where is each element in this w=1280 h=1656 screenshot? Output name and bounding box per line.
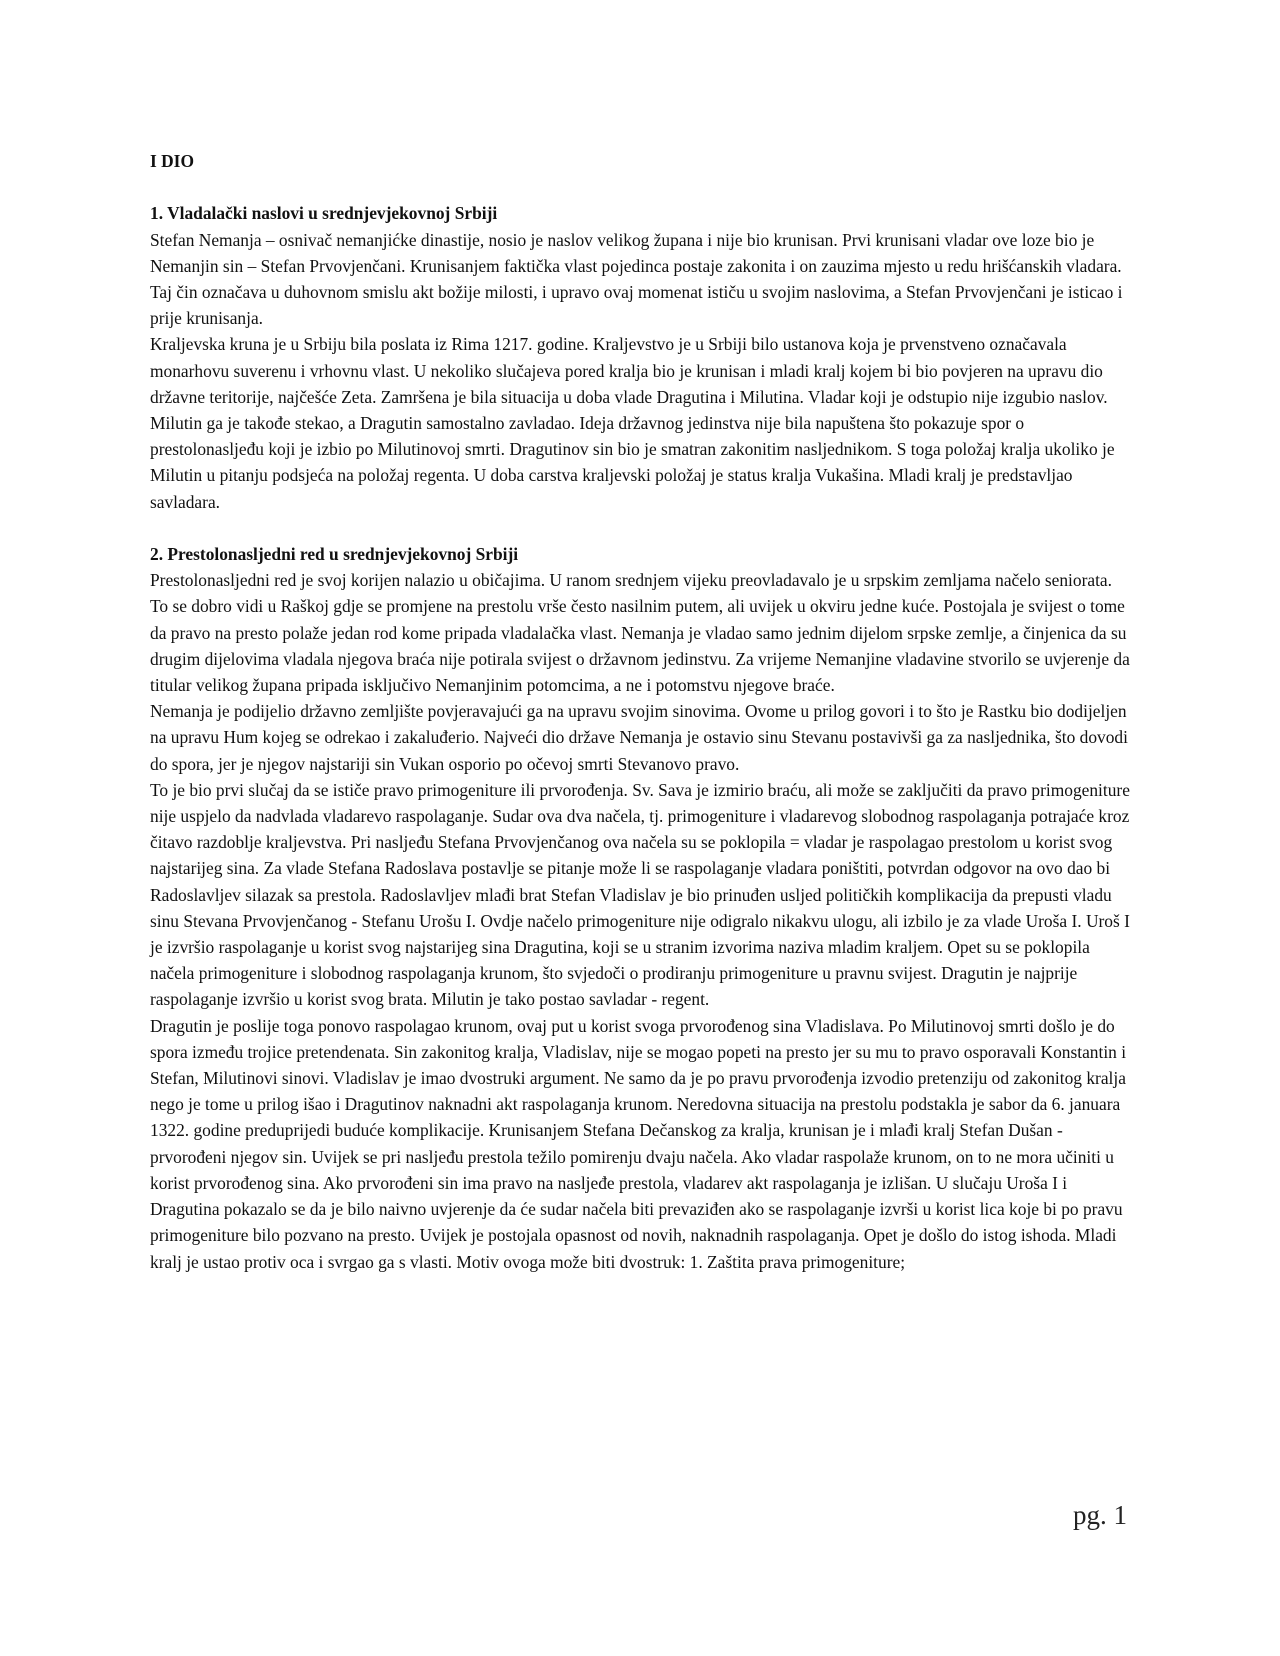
paragraph: Kraljevska kruna je u Srbiju bila poslata iz Rima 1217. godine. Kraljevstvo je u Srbiji bilo ustanova koja je prvenstveno označavala monarhovu suverenu i vrhovnu vlast. U nekoliko slučajeva pored kralja bio je krunisan i mladi kralj kojem bi bio povjeren na upravu dio državne teritorije, najčešće Zeta. Zamršena je bila situacija u doba vlade Dragutina i Milutina. Vladar koji je odstupio nije izgubio naslov. Milutin ga je takođe stekao, a Dragutin samostalno zavladao. Ideja državnog jedinstva nije bila napuštena što pokazuje spor o prestolonasljeđu koji je izbio po Milutinovoj smrti. Dragutinov sin bio je smatran zakonitim nasljednikom. S toga položaj kralja ukoliko je Milutin u pitanju podsjeća na položaj regenta. U doba carstva kraljevski položaj je status kralja Vukašina. Mladi kralj je predstavljao savladara. (150, 334, 1115, 512)
paragraph: Nemanja je podijelio državno zemljište povjeravajući ga na upravu svojim sinovima. Ovome u prilog govori i to što je Rastku bio dodijeljen na upravu Hum kojeg se odrekao i zakaluđerio. Najveći dio države Nemanja je ostavio sinu Stevanu postavivši ga za nasljednika, što dovodi do spora, jer je njegov najstariji sin Vukan osporio po očevoj smrti Stevanovo pravo. (150, 701, 1128, 774)
paragraph: Dragutin je poslije toga ponovo raspolagao krunom, ovaj put u korist svoga prvorođenog sina Vladislava. Po Milutinovoj smrti došlo je do spora između trojice pretendenata. Sin zakonitog kralja, Vladislav, nije se mogao popeti na presto jer su mu to pravo osporavali Konstantin i Stefan, Milutinovi sinovi. Vladislav je imao dvostruki argument. Ne samo da je po pravu prvorođenja izvodio pretenziju od zakonitog kralja nego je tome u prilog išao i Dragutinov naknadni akt raspolaganja krunom. Neredovna situacija na prestolu podstakla je sabor da 6. januara 1322. godine preduprijedi buduće komplikacije. Krunisanjem Stefana Dečanskog za kralja, krunisan je i mlađi kralj Stefan Dušan - prvorođeni njegov sin. Uvijek se pri nasljeđu prestola težilo pomirenju dvaju načela. Ako vladar raspolaže krunom, on to ne mora učiniti u korist prvorođenog sina. Ako prvorođeni sin ima pravo na nasljeđe prestola, vladarev akt raspolaganja je izlišan. U slučaju Uroša I i Dragutina pokazalo se da je bilo naivno uvjerenje da će sudar načela biti prevaziđen ako se raspolaganje izvrši u korist lica koje bi po pravu primogeniture bilo pozvano na presto. Uvijek je postojala opasnost od novih, naknadnih raspolaganja. Opet je došlo do istog ishoda. Mladi kralj je ustao protiv oca i svrgao ga s vlasti. Motiv ovoga može biti dvostruk: 1. Zaštita prava primogeniture; (150, 1015, 1127, 1272)
section-heading: 2. Prestolonasljedni red u srednjevjekovnoj Srbiji (150, 544, 519, 565)
paragraph: Prestolonasljedni red je svoj korijen nalazio u običajima. U ranom srednjem vijeku preovladavalo je u srpskim zemljama načelo seniorata. To se dobro vidi u Raškoj gdje se promjene na prestolu vrše često nasilnim putem, ali uvijek u okviru jedne kuće. Postojala je svijest o tome da pravo na presto polaže jedan rod kome pripada vladalačka vlast. Nemanja je vladao samo jednim dijelom srpske zemlje, a činjenica da su drugim dijelovima vladala njegova braća nije potirala svijest o državnom jedinstvu. Za vrijeme Nemanjine vladavine stvorilo se uvjerenje da titular velikog župana pripada isključivo Nemanjinim potomcima, a ne i potomstvu njegove braće. (150, 570, 1130, 696)
paragraph: To je bio prvi slučaj da se ističe pravo primogeniture ili prvorođenja. Sv. Sava je izmirio braću, ali može se zaključiti da pravo primogeniture nije uspjelo da nadvlada vladarevo raspolaganje. Sudar ova dva načela, tj. primogeniture i vladarevog slobodnog raspolaganja potrajaće kroz čitavo razdoblje kraljevstva. Pri nasljeđu Stefana Prvovjenčanog ova načela su se poklopila = vladar je raspolagao prestolom u korist svog najstarijeg sina. Za vlade Stefana Radoslava postavlje se pitanje može li se raspolaganje vladara poništiti, potvrdan odgovor na ovo dao bi Radoslavljev silazak sa prestola. Radoslavljev mlađi brat Stefan Vladislav je bio prinuđen usljed političkih komplikacija da prepusti vladu sinu Stevana Prvovjenčanog - Stefanu Urošu I. Ovdje načelo primogeniture nije odigralo nikakvu ulogu, ali izbilo je za vlade Uroša I. Uroš I je izvršio raspolaganje u korist svog najstarijeg sina Dragutina, koji se u stranim izvorima naziva mladim kraljem. Opet su se poklopila načela primogeniture i slobodnog raspolaganja krunom, što svjedoči o prodiranju primogeniture u pravnu svijest. Dragutin je najprije raspolaganje izvršio u korist svog brata. Milutin je tako postao savladar - regent. (150, 779, 1130, 1010)
section-heading: 1. Vladalački naslovi u srednjevjekovnoj Srbiji (150, 203, 498, 224)
page-content (150, 148, 1134, 1275)
part-title: I DIO (150, 151, 194, 171)
paragraph: Stefan Nemanja – osnivač nemanjićke dinastije, nosio je naslov velikog župana i nije bio krunisan. Prvi krunisani vladar ove loze bio je Nemanjin sin – Stefan Prvovjenčani. Krunisanjem faktička vlast pojedinca postaje zakonita i on zauzima mjesto u redu hrišćanskih vladara. Taj čin označava u duhovnom smislu akt božije milosti, i upravo ovaj momenat ističu u svojim naslovima, a Stefan Prvovjenčani je isticao i prije krunisanja. (150, 229, 1123, 329)
section-spacer (150, 515, 1134, 541)
page-number: pg. 1 (1073, 1500, 1127, 1530)
